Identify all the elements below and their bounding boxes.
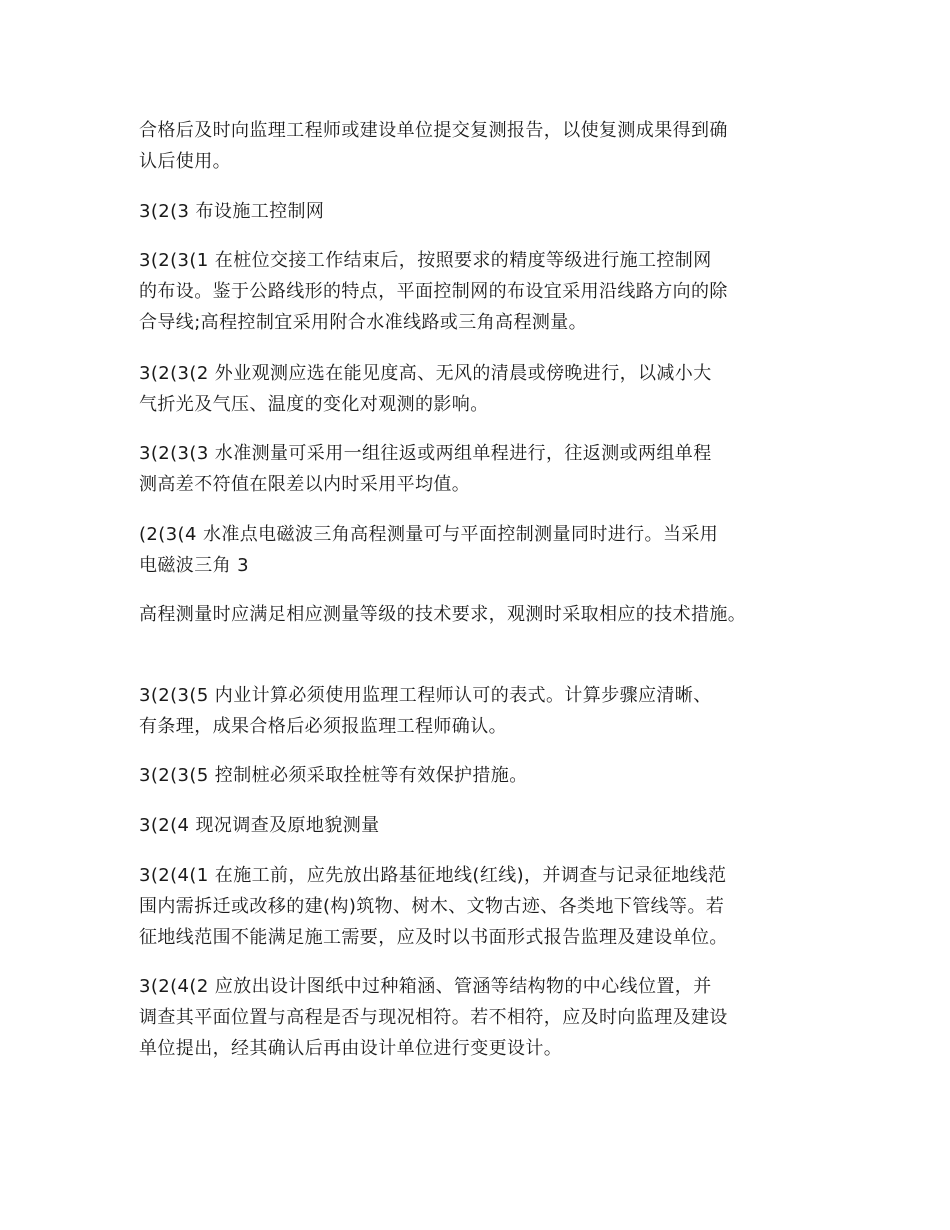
text-line: 电磁波三角 3: [139, 555, 249, 576]
paragraph-2-3-4: [139, 519, 718, 581]
paragraph-3-2-4-2: [139, 971, 728, 1064]
text-line: 3(2(3(3 水准测量可采用一组往返或两组单程进行，往返测或两组单程: [139, 443, 712, 464]
text-line: 单位提出，经其确认后再由设计单位进行变更设计。: [139, 1038, 563, 1059]
text-line: 3(2(4(2 应放出设计图纸中过种箱涵、管涵等结构物的中心线位置，并: [139, 976, 712, 997]
text-line: 的布设。鉴于公路线形的特点，平面控制网的布设宜采用沿线路方向的除: [139, 281, 728, 302]
paragraph-elevation-requirements: [139, 599, 746, 630]
heading-text: 3(2(4 现况调查及原地貌测量: [139, 815, 380, 836]
paragraph-3-2-3-2: [139, 358, 712, 420]
paragraph-3-2-3-5-calc: [139, 680, 712, 742]
text-line: 3(2(3(1 在桩位交接工作结束后，按照要求的精度等级进行施工控制网: [139, 250, 712, 271]
text-line: 征地线范围不能满足施工需要，应及时以书面形式报告监理及建设单位。: [139, 927, 728, 948]
text-line: 测高差不符值在限差以内时采用平均值。: [139, 474, 471, 495]
section-heading-control-network: [139, 196, 324, 227]
paragraph-3-2-4-1: [139, 860, 728, 953]
paragraph-3-2-3-5-stakes: [139, 760, 528, 791]
text-line: 有条理，成果合格后必须报监理工程师确认。: [139, 716, 507, 737]
paragraph-resurvey-report: [139, 115, 728, 177]
paragraph-3-2-3-1: [139, 245, 728, 338]
text-line: 3(2(4(1 在施工前，应先放出路基征地线(红线)，并调查与记录征地线范: [139, 865, 727, 886]
text-line: 合格后及时向监理工程师或建设单位提交复测报告，以使复测成果得到确: [139, 120, 728, 141]
text-line: 3(2(3(5 控制桩必须采取拴桩等有效保护措施。: [139, 765, 528, 786]
text-line: 围内需拆迁或改移的建(构)筑物、树木、文物古迹、各类地下管线等。若: [139, 896, 725, 917]
text-line: (2(3(4 水准点电磁波三角高程测量可与平面控制测量同时进行。当采用: [139, 524, 719, 545]
text-line: 高程测量时应满足相应测量等级的技术要求，观测时采取相应的技术措施。: [139, 604, 747, 625]
text-line: 3(2(3(2 外业观测应选在能见度高、无风的清晨或傍晚进行，以减小大: [139, 363, 712, 384]
text-line: 认后使用。: [139, 151, 231, 172]
section-heading-site-survey: [139, 810, 380, 841]
text-line: 气折光及气压、温度的变化对观测的影响。: [139, 394, 489, 415]
text-line: 调查其平面位置与高程是否与现况相符。若不相符，应及时向监理及建设: [139, 1007, 728, 1028]
text-line: 3(2(3(5 内业计算必须使用监理工程师认可的表式。计算步骤应清晰、: [139, 685, 712, 706]
heading-text: 3(2(3 布设施工控制网: [139, 201, 325, 222]
paragraph-3-2-3-3: [139, 438, 712, 500]
text-line: 合导线;高程控制宜采用附合水准线路或三角高程测量。: [139, 312, 588, 333]
